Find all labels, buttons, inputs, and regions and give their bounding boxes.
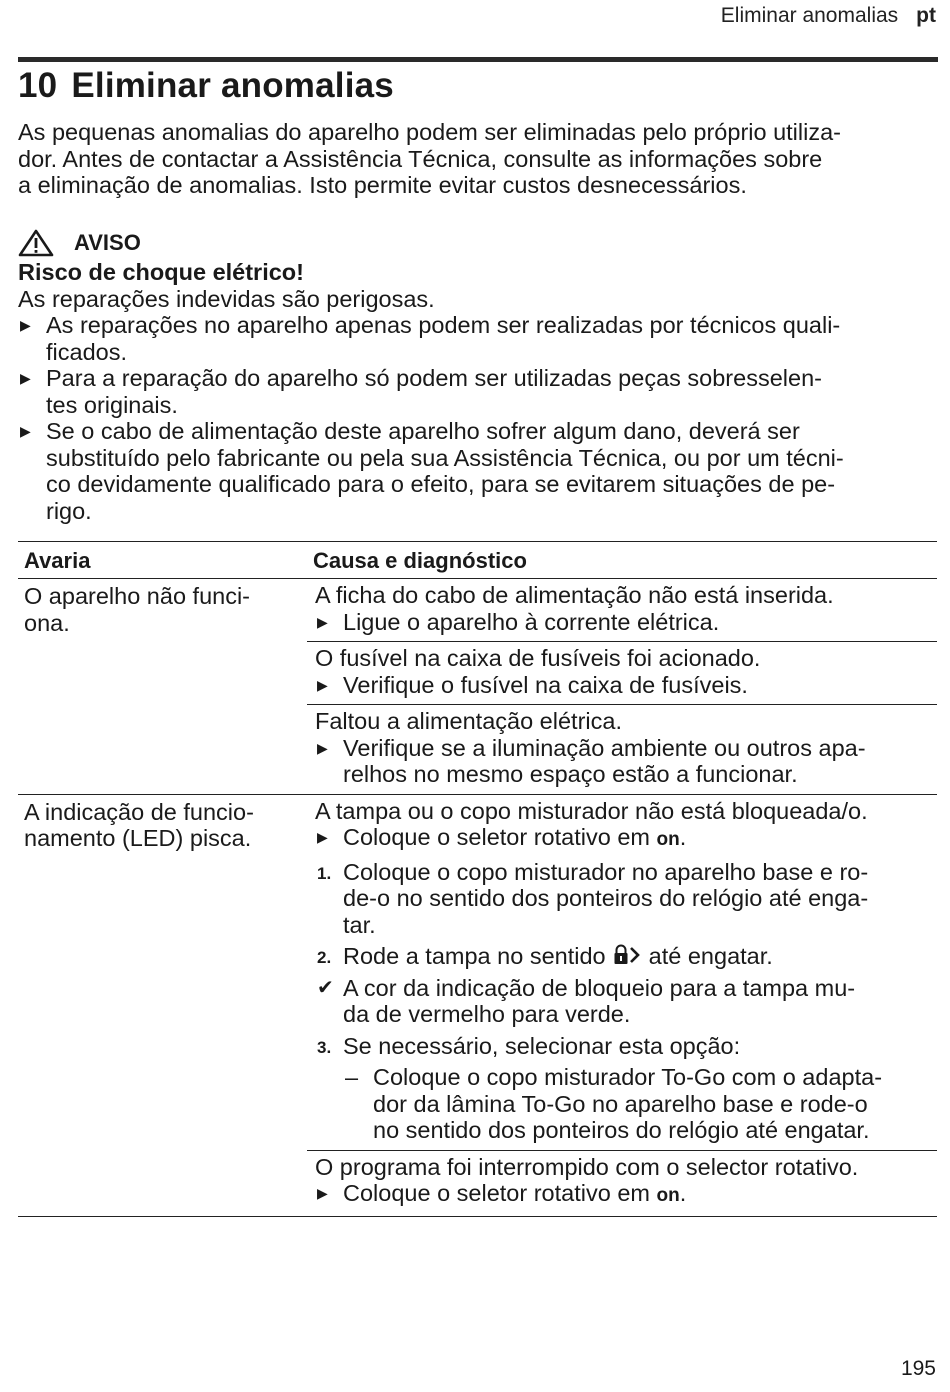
cause-block — [307, 579, 937, 641]
intro-line: a eliminação de anomalias. Isto permite evitar custos desnecessários. — [18, 172, 747, 198]
bullet-line: ficados. — [46, 338, 127, 365]
action-step — [315, 1180, 937, 1210]
table-row — [18, 579, 937, 795]
fault-cell — [18, 794, 307, 1216]
cause-text: Faltou a alimentação elétrica. — [315, 708, 622, 734]
numbered-step — [315, 859, 937, 939]
header-section-title: Eliminar anomalias — [720, 4, 899, 27]
warning-label: AVISO — [74, 229, 141, 255]
action-text: relhos no mesmo espaço estão a funcionar. — [343, 761, 798, 787]
chapter-title-text: Eliminar anomalias — [71, 66, 394, 105]
action-text: Coloque o seletor rotativo em — [343, 1180, 657, 1206]
table-row — [18, 794, 937, 1216]
result-text: A cor da indicação de bloqueio para a tampa mu- — [343, 974, 856, 1001]
option-text: no sentido dos ponteiros do relógio até engatar. — [373, 1117, 870, 1143]
action-step — [315, 672, 937, 699]
cause-text: A tampa ou o copo misturador não está bloqueada/o. — [315, 797, 868, 824]
bullet-triangle-icon: ▶ — [20, 317, 31, 333]
warning-bullet — [18, 312, 933, 365]
cause-block — [307, 704, 937, 794]
on-position-label: on — [656, 829, 680, 850]
bullet-line: Se o cabo de alimentação deste aparelho sofrer algum dano, deverá ser — [46, 418, 800, 444]
action-text-end: . — [679, 1180, 687, 1206]
action-step — [315, 609, 937, 636]
option-text: dor da lâmina To-Go no aparelho base e rode-o — [373, 1090, 868, 1117]
action-text: Coloque o seletor rotativo em — [343, 824, 657, 850]
cause-cell — [307, 579, 937, 795]
bullet-line: Para a reparação do aparelho só podem ser utilizadas peças sobresselen- — [46, 365, 822, 391]
step-number: 2. — [317, 948, 332, 967]
option-text: Coloque o copo misturador To-Go com o adapta- — [373, 1064, 883, 1090]
step-text-end: até engatar. — [642, 943, 773, 969]
table-header-row — [18, 542, 937, 579]
warning-subtitle: Risco de choque elétrico! — [18, 259, 304, 285]
fault-cell — [18, 579, 307, 795]
numbered-step — [315, 1033, 937, 1060]
cause-block — [307, 795, 937, 1150]
bullet-line: co devidamente qualificado para o efeito, para se evitarem situações de pe- — [46, 471, 836, 497]
numbered-step — [315, 943, 937, 970]
step-number: 1. — [317, 863, 332, 883]
warning-heading — [18, 227, 933, 259]
step-text: de-o no sentido dos ponteiros do relógio até enga- — [343, 885, 869, 911]
warning-bullet — [18, 365, 933, 418]
running-header — [721, 4, 936, 28]
column-header-cause: Causa e diagnóstico — [307, 542, 937, 579]
warning-box — [18, 227, 933, 524]
action-step — [315, 735, 937, 788]
cause-block — [307, 1150, 937, 1216]
cause-text: A ficha do cabo de alimentação não está inserida. — [315, 582, 834, 608]
cause-cell — [307, 794, 937, 1216]
troubleshooting-table — [18, 541, 937, 1217]
bullet-triangle-icon: ▶ — [317, 1185, 328, 1201]
header-rule — [18, 57, 938, 62]
on-position-label: on — [656, 1185, 680, 1206]
warning-triangle-icon — [18, 229, 54, 257]
action-text-end: . — [679, 824, 687, 850]
lock-arrow-icon — [612, 944, 642, 966]
header-language: pt — [916, 4, 936, 27]
step-text: Rode a tampa no sentido — [343, 943, 613, 969]
bullet-triangle-icon: ▶ — [317, 676, 328, 693]
checkmark-icon: ✔ — [317, 976, 334, 999]
bullet-triangle-icon: ▶ — [20, 423, 31, 439]
cause-text: O fusível na caixa de fusíveis foi acionado. — [315, 645, 761, 671]
intro-paragraph — [18, 119, 933, 199]
fault-line: A indicação de funcio- — [24, 798, 254, 825]
page-number: 195 — [900, 1357, 936, 1380]
bullet-line: rigo. — [46, 497, 92, 524]
step-text: tar. — [343, 911, 376, 938]
bullet-line: tes originais. — [46, 391, 178, 418]
bullet-line: substituído pelo fabricante ou pela sua Assistência Técnica, ou por um técni- — [46, 444, 844, 471]
step-text: Coloque o copo misturador no aparelho base e ro- — [343, 858, 869, 885]
cause-text: O programa foi interrompido com o selector rotativo. — [315, 1153, 859, 1180]
dash-marker: – — [345, 1064, 359, 1090]
fault-line: namento (LED) pisca. — [24, 825, 252, 851]
result-step — [315, 975, 937, 1028]
action-text: Ligue o aparelho à corrente elétrica. — [343, 608, 720, 635]
step-number: 3. — [317, 1037, 332, 1057]
action-text: Verifique se a iluminação ambiente ou outros apa- — [343, 734, 866, 761]
warning-bullet — [18, 418, 933, 524]
warning-text: As reparações indevidas são perigosas. — [18, 285, 435, 312]
chapter-number: 10 — [18, 66, 58, 105]
step-text: Se necessário, selecionar esta opção: — [343, 1032, 741, 1059]
option-item — [315, 1064, 937, 1144]
cause-block — [307, 641, 937, 704]
action-text: Verifique o fusível na caixa de fusíveis. — [343, 671, 748, 698]
bullet-triangle-icon: ▶ — [317, 739, 328, 756]
result-text: da de vermelho para verde. — [343, 1001, 631, 1027]
column-header-fault: Avaria — [18, 542, 307, 579]
intro-line: dor. Antes de contactar a Assistência Técnica, consulte as informações sobre — [18, 145, 823, 172]
fault-line: ona. — [24, 609, 70, 636]
bullet-triangle-icon: ▶ — [317, 829, 328, 845]
bullet-line: As reparações no aparelho apenas podem ser realizadas por técnicos quali- — [46, 312, 841, 338]
bullet-triangle-icon: ▶ — [317, 613, 328, 630]
chapter-title — [18, 64, 394, 108]
action-step — [315, 824, 937, 854]
bullet-triangle-icon: ▶ — [20, 370, 31, 386]
intro-line: As pequenas anomalias do aparelho podem ser eliminadas pelo próprio utiliza- — [18, 119, 841, 145]
fault-line: O aparelho não funci- — [24, 583, 251, 609]
